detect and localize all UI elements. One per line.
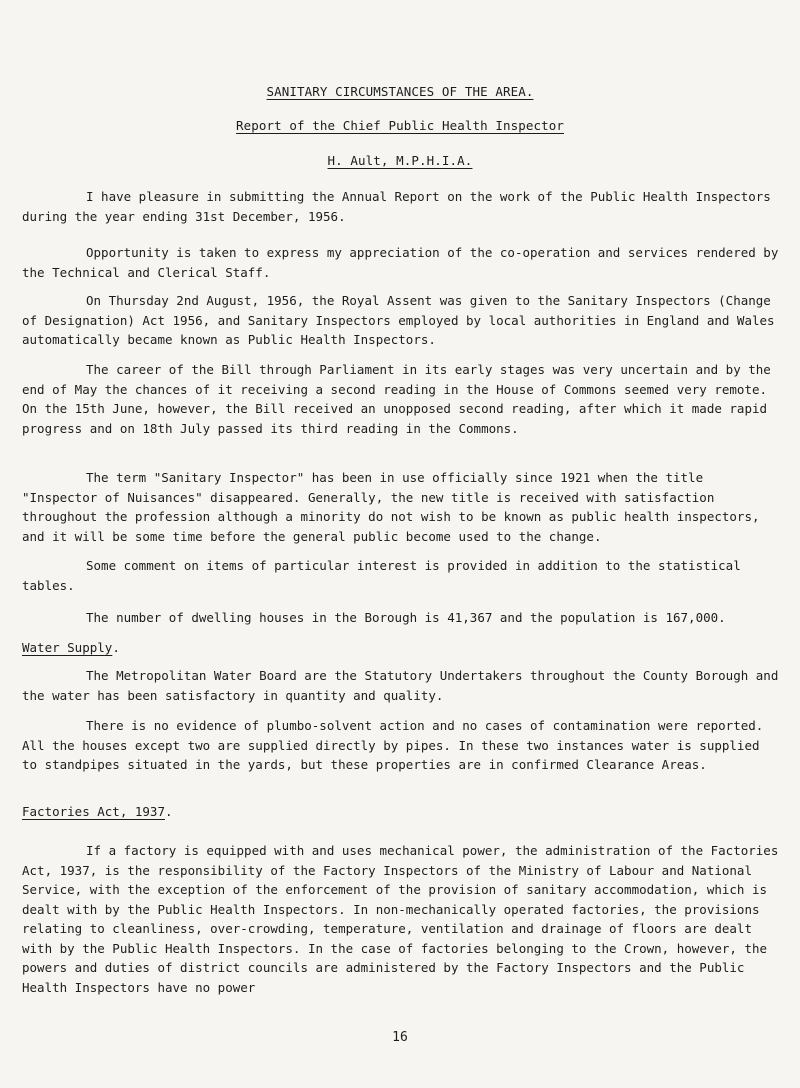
paragraph-dwellings: The number of dwelling houses in the Borough is 41,367 and the population is 167,000. xyxy=(86,610,726,625)
author-line xyxy=(0,153,800,168)
section-title xyxy=(0,84,800,99)
paragraph-bill-career: The career of the Bill through Parliament in its early stages was very uncertain and by the end of May the chances of it receiving a second reading in the House of Commons seemed very remote. On the 15th June, however, the Bill received an unopposed second reading, after which it made rapid progress and on 18th July passed its third reading in the Commons. xyxy=(22,362,771,436)
report-title-text: Report of the Chief Public Health Inspector xyxy=(236,118,564,133)
paragraph-plumbo-solvent: There is no evidence of plumbo-solvent action and no cases of contamination were reported. All the houses except two are supplied directly by pipes. In these two instances water is supplied to standpipes situated in the yards, but these properties are in confirmed Clearance Areas. xyxy=(22,718,764,772)
page-number: 16 xyxy=(392,1030,408,1045)
paragraph-term: The term "Sanitary Inspector" has been in use officially since 1921 when the title "Inspector of Nuisances" disappeared. Generally, the new title is received with satisfaction throughout the profession although a minority do not wish to be known as public health inspectors, and it will be some time before the general public become used to the change. xyxy=(22,470,760,544)
factories-act-heading: Factories Act, 1937. xyxy=(22,804,173,819)
water-supply-heading: Water Supply. xyxy=(22,640,120,655)
paragraph-water-board: The Metropolitan Water Board are the Statutory Undertakers throughout the County Borough and the water has been satisfactory in quantity and quality. xyxy=(22,668,779,703)
paragraph-royal-assent: On Thursday 2nd August, 1956, the Royal Assent was given to the Sanitary Inspectors (Change of Designation) Act 1956, and Sanitary Inspectors employed by local authorities in England and Wales automatically became known as Public Health Inspectors. xyxy=(22,293,775,347)
water-supply-heading-text: Water Supply xyxy=(22,640,113,655)
paragraph-comment: Some comment on items of particular interest is provided in addition to the statistical tables. xyxy=(22,558,741,593)
section-title-text: SANITARY CIRCUMSTANCES OF THE AREA. xyxy=(266,84,534,99)
paragraph-factories: If a factory is equipped with and uses mechanical power, the administration of the Factories Act, 1937, is the responsibility of the Factory Inspectors of the Ministry of Labour and National Service, with the exception of the enforcement of the provision of sanitary accommodation, which is dealt with by the Public Health Inspectors. In non-mechanically operated factories, the provisions relating to cleanliness, over-crowding, temperature, ventilation and drainage of floors are dealt with by the Public Health Inspectors. In the case of factories belonging to the Crown, however, the powers and duties of district councils are administered by the Factory Inspectors and the Public Health Inspectors have no power xyxy=(22,843,779,995)
paragraph-intro: I have pleasure in submitting the Annual Report on the work of the Public Health Inspectors during the year ending 31st December, 1956. xyxy=(22,189,771,224)
factories-act-heading-text: Factories Act, 1937 xyxy=(22,804,165,819)
report-title xyxy=(0,118,800,133)
paragraph-appreciation: Opportunity is taken to express my appreciation of the co-operation and services rendered by the Technical and Clerical Staff. xyxy=(22,245,779,280)
author-name: H. Ault, M.P.H.I.A. xyxy=(327,153,473,168)
